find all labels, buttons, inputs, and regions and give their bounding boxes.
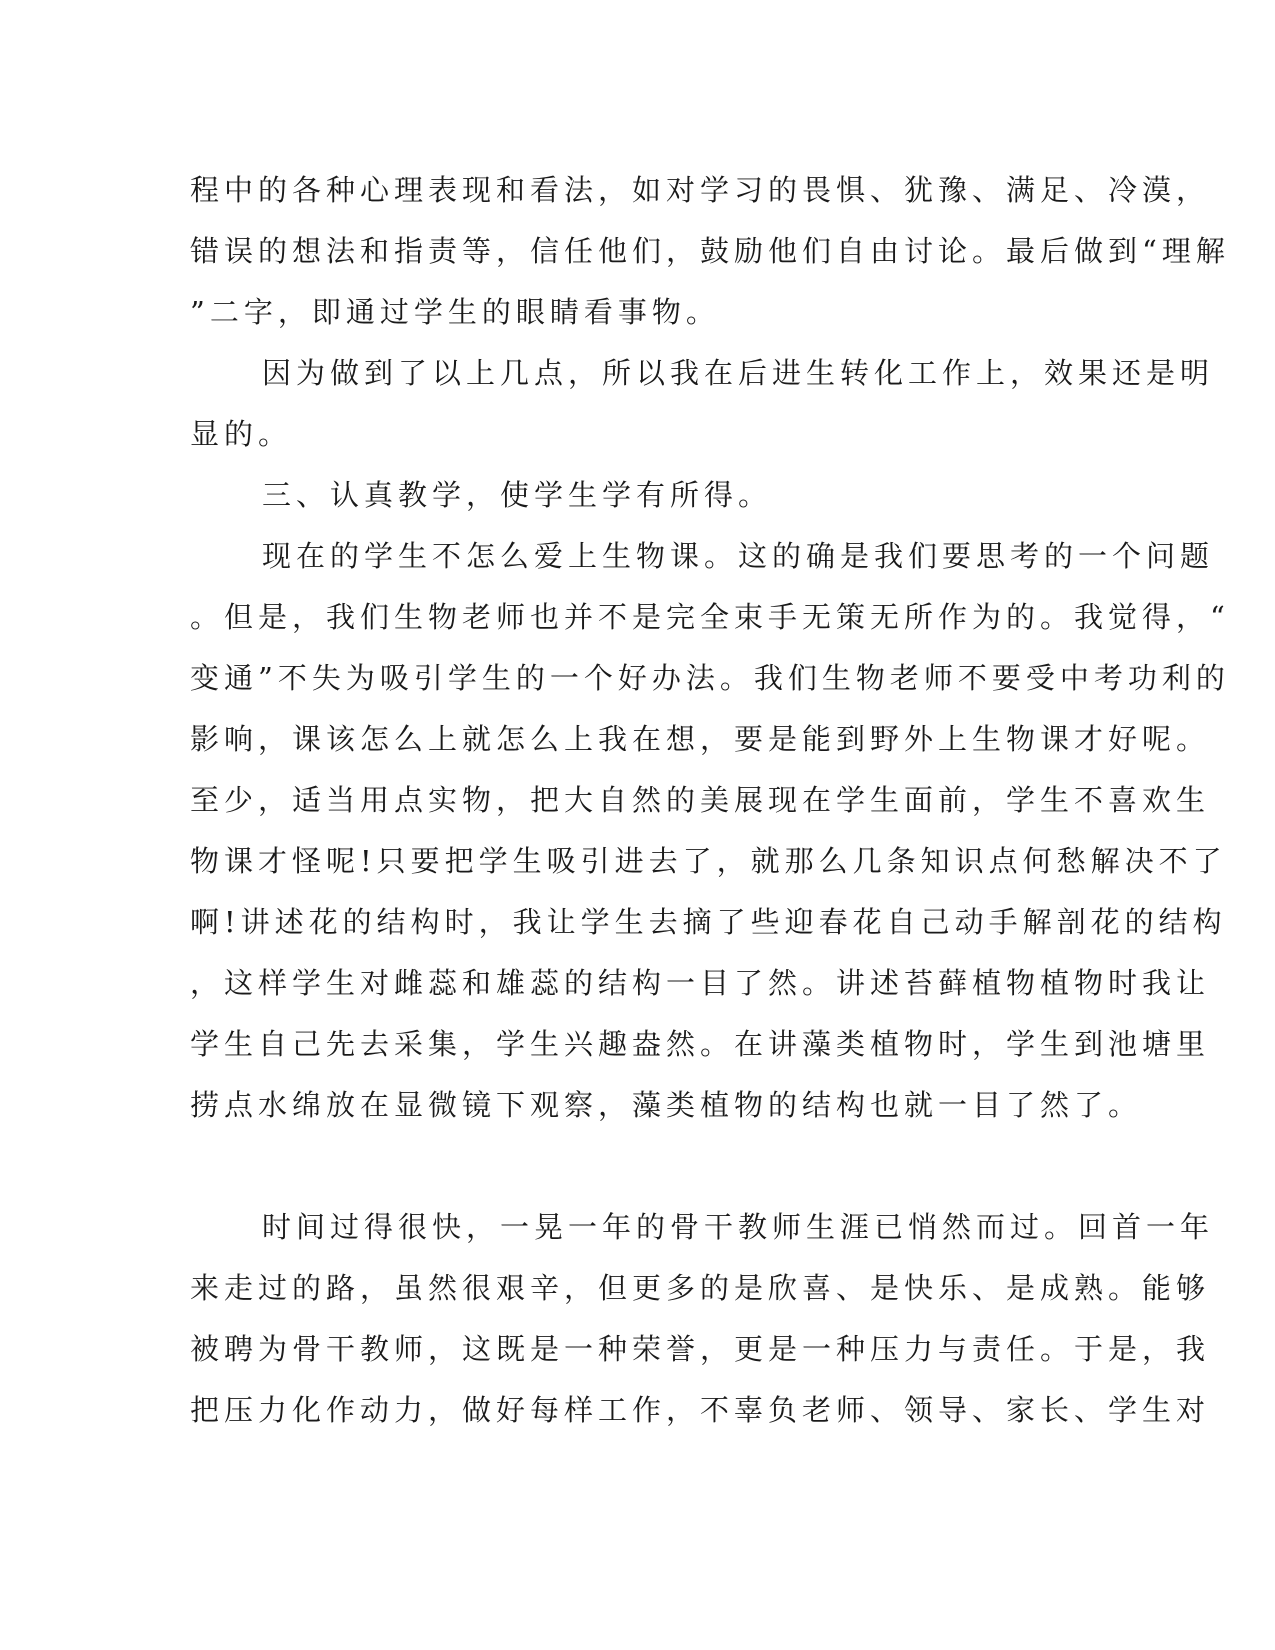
text-line: 捞点水绵放在显微镜下观察，藻类植物的结构也就一目了然了。 xyxy=(190,1088,1143,1122)
text-line: 物课才怪呢!只要把学生吸引进去了，就那么几条知识点何愁解决不了 xyxy=(190,844,1227,878)
text-line: 。但是，我们生物老师也并不是完全束手无策无所作为的。我觉得，“ xyxy=(190,600,1230,634)
body-text xyxy=(190,160,1230,1441)
text-line: 学生自己先去采集，学生兴趣盎然。在讲藻类植物时，学生到池塘里 xyxy=(190,1027,1211,1061)
paragraph xyxy=(190,1197,1215,1441)
paragraph xyxy=(190,343,1215,465)
text-line: 三、认真教学，使学生学有所得。 xyxy=(262,478,773,512)
text-line: 至少，适当用点实物，把大自然的美展现在学生面前，学生不喜欢生 xyxy=(190,783,1211,817)
text-line: 因为做到了以上几点，所以我在后进生转化工作上，效果还是明 xyxy=(262,356,1215,390)
text-line: 把压力化作动力，做好每样工作，不辜负老师、领导、家长、学生对 xyxy=(190,1393,1211,1427)
paragraph xyxy=(190,160,1230,343)
text-line: 变通”不失为吸引学生的一个好办法。我们生物老师不要受中考功利的 xyxy=(190,661,1230,695)
text-line: 时间过得很快，一晃一年的骨干教师生涯已悄然而过。回首一年 xyxy=(262,1210,1215,1244)
text-line: ，这样学生对雌蕊和雄蕊的结构一目了然。讲述苔藓植物植物时我让 xyxy=(190,966,1211,1000)
text-line: 影响，课该怎么上就怎么上我在想，要是能到野外上生物课才好呢。 xyxy=(190,722,1211,756)
text-line: ”二字，即通过学生的眼睛看事物。 xyxy=(190,295,720,329)
text-line: 现在的学生不怎么爱上生物课。这的确是我们要思考的一个问题 xyxy=(262,539,1215,573)
text-line: 错误的想法和指责等，信任他们，鼓励他们自由讨论。最后做到“理解 xyxy=(190,234,1230,268)
text-line: 来走过的路，虽然很艰辛，但更多的是欣喜、是快乐、是成熟。能够 xyxy=(190,1271,1211,1305)
paragraph xyxy=(190,526,1230,1197)
text-line: 被聘为骨干教师，这既是一种荣誉，更是一种压力与责任。于是，我 xyxy=(190,1332,1211,1366)
text-line: 程中的各种心理表现和看法，如对学习的畏惧、犹豫、满足、冷漠， xyxy=(190,173,1211,207)
text-line: 啊!讲述花的结构时，我让学生去摘了些迎春花自己动手解剖花的结构 xyxy=(190,905,1227,939)
text-line xyxy=(190,1136,1080,1197)
text-line: 显的。 xyxy=(190,417,293,451)
section-heading xyxy=(190,465,1080,526)
